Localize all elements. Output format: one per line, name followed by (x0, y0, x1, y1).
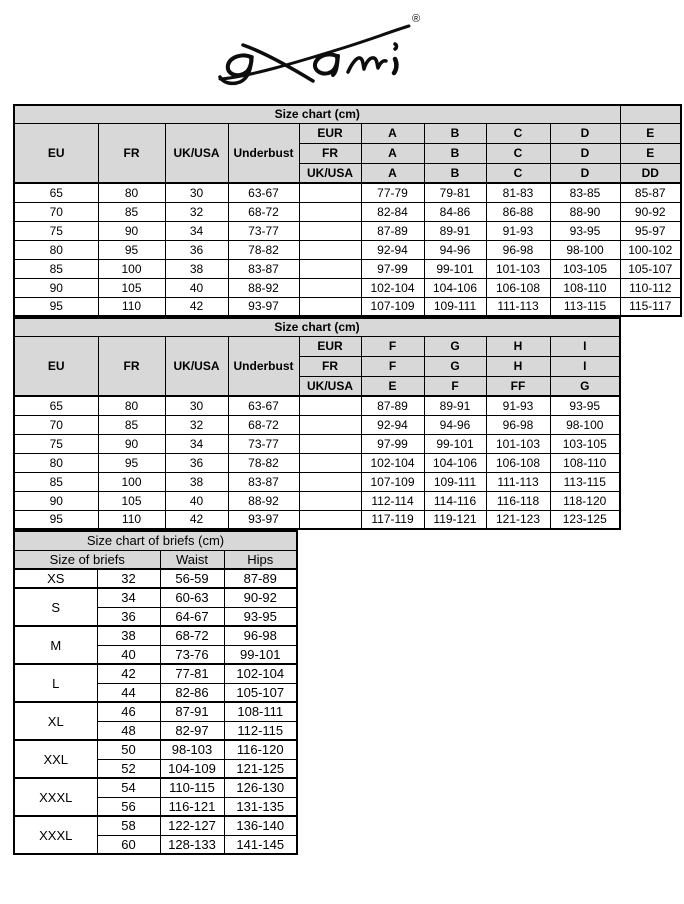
table-cell: 93-95 (550, 221, 620, 240)
cup-size: B (424, 143, 486, 163)
table-cell: 104-106 (424, 453, 486, 472)
table-cell: 36 (165, 240, 228, 259)
table-cell: 113-115 (550, 297, 620, 316)
table-cell: 56 (97, 797, 160, 816)
table-cell: 112-114 (361, 491, 424, 510)
table-cell: 60 (97, 835, 160, 854)
table-cell: 116-120 (224, 740, 297, 759)
table-cell (299, 434, 361, 453)
table-cell: 102-104 (361, 278, 424, 297)
cup-size: A (361, 123, 424, 143)
table-cell: 126-130 (224, 778, 297, 797)
cup-size: D (550, 163, 620, 183)
table-cell: 58 (97, 816, 160, 835)
table-cell: 93-95 (224, 607, 297, 626)
table-cell: 90-92 (224, 588, 297, 607)
table-cell: 78-82 (228, 453, 299, 472)
table-cell: 38 (97, 626, 160, 645)
table-cell: 83-85 (550, 183, 620, 202)
table-cell: 81-83 (486, 183, 550, 202)
cup-size: E (620, 123, 681, 143)
table-cell: 112-115 (224, 721, 297, 740)
table-cell (299, 240, 361, 259)
table-cell: 93-97 (228, 510, 299, 529)
table-title-row (14, 318, 620, 336)
table-cell: 109-111 (424, 472, 486, 491)
table-cell: 97-99 (361, 434, 424, 453)
table-cell: 38 (165, 259, 228, 278)
table-cell: 56-59 (160, 569, 224, 588)
table-row (14, 183, 681, 202)
table-cell: 108-110 (550, 453, 620, 472)
table-cell: 80 (14, 453, 98, 472)
col-header-size-of-briefs: Size of briefs (14, 550, 160, 569)
table-row (14, 415, 620, 434)
cup-size: C (486, 123, 550, 143)
table-cell: 34 (165, 221, 228, 240)
cup-size: FF (486, 376, 550, 396)
table-cell: 75 (14, 221, 98, 240)
cup-size: I (550, 336, 620, 356)
briefs-size-cell: L (14, 664, 97, 702)
table-row (14, 278, 681, 297)
table-cell: 109-111 (424, 297, 486, 316)
table-cell: 121-125 (224, 759, 297, 778)
table-cell: 52 (97, 759, 160, 778)
table-cell (299, 297, 361, 316)
table-cell: 103-105 (550, 259, 620, 278)
table-cell: 111-113 (486, 472, 550, 491)
table-row (14, 491, 620, 510)
table-row (14, 740, 297, 759)
logo-area (0, 0, 684, 104)
table-cell: 108-110 (550, 278, 620, 297)
table-cell: 93-95 (550, 396, 620, 415)
table-cell: 110-112 (620, 278, 681, 297)
table-cell: 84-86 (424, 202, 486, 221)
table-row (14, 626, 297, 645)
table-cell: 91-93 (486, 221, 550, 240)
table-cell: 85 (14, 472, 98, 491)
table-cell: 82-97 (160, 721, 224, 740)
table-row (14, 453, 620, 472)
table-cell: 90 (14, 278, 98, 297)
col-header-underbust: Underbust (228, 336, 299, 396)
table-row (14, 396, 620, 415)
table-cell: 118-120 (550, 491, 620, 510)
table-cell: 90-92 (620, 202, 681, 221)
table-cell: 68-72 (228, 202, 299, 221)
table-cell: 82-86 (160, 683, 224, 702)
table-cell: 92-94 (361, 415, 424, 434)
table-cell: 65 (14, 396, 98, 415)
cup-size: D (550, 143, 620, 163)
cup-size: F (424, 376, 486, 396)
table-cell (299, 278, 361, 297)
table-cell (299, 453, 361, 472)
table-cell: 68-72 (160, 626, 224, 645)
table-row (14, 816, 297, 835)
cup-size: B (424, 123, 486, 143)
table-cell: 85 (98, 202, 165, 221)
table-cell: 80 (98, 396, 165, 415)
table-cell: 36 (97, 607, 160, 626)
cup-system-label: FR (299, 143, 361, 163)
header-row (14, 336, 620, 356)
table-cell: 114-116 (424, 491, 486, 510)
cup-size: G (550, 376, 620, 396)
table-cell: 88-92 (228, 491, 299, 510)
table-cell: 113-115 (550, 472, 620, 491)
cup-size: I (550, 356, 620, 376)
bra-size-chart-2 (13, 317, 621, 530)
table-cell: 121-123 (486, 510, 550, 529)
table-cell: 99-101 (224, 645, 297, 664)
table-cell: 101-103 (486, 434, 550, 453)
table-cell: 131-135 (224, 797, 297, 816)
table-row (14, 702, 297, 721)
table-cell: 107-109 (361, 472, 424, 491)
table-cell: 95 (14, 297, 98, 316)
table-cell: 30 (165, 183, 228, 202)
table-cell: 87-91 (160, 702, 224, 721)
table-cell: 48 (97, 721, 160, 740)
table-cell: 106-108 (486, 278, 550, 297)
header-row (14, 550, 297, 569)
table-cell: 94-96 (424, 415, 486, 434)
table-cell: 77-81 (160, 664, 224, 683)
table-row (14, 472, 620, 491)
table-cell: 97-99 (361, 259, 424, 278)
table-cell: 85-87 (620, 183, 681, 202)
table-cell: 101-103 (486, 259, 550, 278)
col-header-ukusa: UK/USA (165, 336, 228, 396)
table-row (14, 510, 620, 529)
table-cell: 116-118 (486, 491, 550, 510)
table-cell: 92-94 (361, 240, 424, 259)
table-cell: 95 (14, 510, 98, 529)
table-cell (299, 202, 361, 221)
cup-size: H (486, 356, 550, 376)
table-row (14, 664, 297, 683)
table-cell: 110 (98, 510, 165, 529)
table-row (14, 569, 297, 588)
table-row (14, 434, 620, 453)
table-cell (299, 510, 361, 529)
table-cell: 90 (14, 491, 98, 510)
cup-size: DD (620, 163, 681, 183)
table-cell: 100 (98, 259, 165, 278)
table-cell: 34 (165, 434, 228, 453)
table-cell: 70 (14, 202, 98, 221)
table-cell (299, 396, 361, 415)
table-cell: 93-97 (228, 297, 299, 316)
table-cell: 63-67 (228, 396, 299, 415)
table-cell: 108-111 (224, 702, 297, 721)
col-header-eu: EU (14, 336, 98, 396)
table-cell: 68-72 (228, 415, 299, 434)
col-header-eu: EU (14, 123, 98, 183)
table-cell (299, 415, 361, 434)
table-cell: 96-98 (486, 415, 550, 434)
cup-size: D (550, 123, 620, 143)
cup-size: H (486, 336, 550, 356)
table-cell: 89-91 (424, 221, 486, 240)
table-cell: 90 (98, 221, 165, 240)
cup-size: F (361, 356, 424, 376)
table-row (14, 221, 681, 240)
table-cell: 100-102 (620, 240, 681, 259)
table-cell (299, 491, 361, 510)
table-cell: 38 (165, 472, 228, 491)
table-cell: 95 (98, 240, 165, 259)
table-cell: 104-109 (160, 759, 224, 778)
table-cell: 105 (98, 491, 165, 510)
table-cell: 88-90 (550, 202, 620, 221)
table-cell: 119-121 (424, 510, 486, 529)
table-cell: 87-89 (224, 569, 297, 588)
briefs-size-cell: XXXL (14, 778, 97, 816)
axami-logo (218, 15, 433, 95)
table-cell: 80 (14, 240, 98, 259)
table-cell: 96-98 (224, 626, 297, 645)
cup-size: A (361, 163, 424, 183)
table-cell: 89-91 (424, 396, 486, 415)
cup-size: E (361, 376, 424, 396)
cup-size: E (620, 143, 681, 163)
corner-cell (620, 105, 681, 123)
table-cell (299, 221, 361, 240)
briefs-size-chart (13, 530, 298, 855)
table-cell: 122-127 (160, 816, 224, 835)
table-title-row (14, 105, 681, 123)
table-row (14, 259, 681, 278)
table-cell: 98-103 (160, 740, 224, 759)
cup-system-label: EUR (299, 336, 361, 356)
chart-title: Size chart (cm) (14, 105, 620, 123)
table-row (14, 588, 297, 607)
cup-size: B (424, 163, 486, 183)
table-cell: 116-121 (160, 797, 224, 816)
table-cell: 98-100 (550, 240, 620, 259)
table-cell: 42 (165, 510, 228, 529)
table-cell: 96-98 (486, 240, 550, 259)
table-cell: 100 (98, 472, 165, 491)
table-cell: 42 (165, 297, 228, 316)
table-cell: 105-107 (224, 683, 297, 702)
table-cell: 141-145 (224, 835, 297, 854)
cup-system-label: UK/USA (299, 163, 361, 183)
table-cell: 90 (98, 434, 165, 453)
table-cell: 123-125 (550, 510, 620, 529)
table-cell: 65 (14, 183, 98, 202)
col-header-hips: Hips (224, 550, 297, 569)
briefs-size-cell: XXXL (14, 816, 97, 854)
col-header-waist: Waist (160, 550, 224, 569)
cup-size: G (424, 336, 486, 356)
table-cell: 40 (97, 645, 160, 664)
table-cell: 32 (97, 569, 160, 588)
table-cell: 70 (14, 415, 98, 434)
table-cell: 40 (165, 278, 228, 297)
table-row (14, 240, 681, 259)
table-cell: 107-109 (361, 297, 424, 316)
cup-size: C (486, 163, 550, 183)
table-cell: 87-89 (361, 396, 424, 415)
col-header-fr: FR (98, 123, 165, 183)
table-cell: 95 (98, 453, 165, 472)
table-cell: 87-89 (361, 221, 424, 240)
table-cell: 83-87 (228, 259, 299, 278)
table-cell: 83-87 (228, 472, 299, 491)
table-cell: 34 (97, 588, 160, 607)
table-cell: 36 (165, 453, 228, 472)
table-cell: 30 (165, 396, 228, 415)
table-cell: 91-93 (486, 396, 550, 415)
table-cell: 85 (98, 415, 165, 434)
table-cell: 99-101 (424, 259, 486, 278)
briefs-size-cell: S (14, 588, 97, 626)
briefs-size-cell: XXL (14, 740, 97, 778)
table-cell (299, 472, 361, 491)
table-row (14, 778, 297, 797)
table-cell: 77-79 (361, 183, 424, 202)
col-header-ukusa: UK/USA (165, 123, 228, 183)
table-cell: 136-140 (224, 816, 297, 835)
table-cell: 98-100 (550, 415, 620, 434)
table-cell: 80 (98, 183, 165, 202)
table-cell: 50 (97, 740, 160, 759)
cup-system-label: FR (299, 356, 361, 376)
table-title-row (14, 531, 297, 550)
table-cell: 40 (165, 491, 228, 510)
cup-system-label: UK/USA (299, 376, 361, 396)
table-cell: 44 (97, 683, 160, 702)
table-cell: 110 (98, 297, 165, 316)
table-cell: 75 (14, 434, 98, 453)
col-header-underbust: Underbust (228, 123, 299, 183)
table-cell: 115-117 (620, 297, 681, 316)
table-cell: 106-108 (486, 453, 550, 472)
table-cell: 128-133 (160, 835, 224, 854)
table-cell: 32 (165, 202, 228, 221)
table-cell: 102-104 (224, 664, 297, 683)
cup-size: A (361, 143, 424, 163)
registered-trademark-icon: ® (412, 13, 421, 25)
bra-size-chart-1 (13, 104, 682, 317)
table-cell: 63-67 (228, 183, 299, 202)
table-cell: 110-115 (160, 778, 224, 797)
table-cell (299, 259, 361, 278)
table-cell: 105-107 (620, 259, 681, 278)
header-row (14, 123, 681, 143)
table-cell: 82-84 (361, 202, 424, 221)
cup-size: F (361, 336, 424, 356)
table-cell: 99-101 (424, 434, 486, 453)
table-cell: 54 (97, 778, 160, 797)
table-row (14, 297, 681, 316)
table-cell: 85 (14, 259, 98, 278)
briefs-size-cell: XL (14, 702, 97, 740)
table-cell: 79-81 (424, 183, 486, 202)
cup-size: G (424, 356, 486, 376)
briefs-size-cell: M (14, 626, 97, 664)
table-cell (299, 183, 361, 202)
col-header-fr: FR (98, 336, 165, 396)
table-cell: 104-106 (424, 278, 486, 297)
table-row (14, 202, 681, 221)
table-cell: 86-88 (486, 202, 550, 221)
chart-title: Size chart of briefs (cm) (14, 531, 297, 550)
table-cell: 73-77 (228, 221, 299, 240)
table-cell: 94-96 (424, 240, 486, 259)
table-cell: 73-77 (228, 434, 299, 453)
table-cell: 88-92 (228, 278, 299, 297)
table-cell: 102-104 (361, 453, 424, 472)
table-cell: 111-113 (486, 297, 550, 316)
cup-size: C (486, 143, 550, 163)
table-cell: 103-105 (550, 434, 620, 453)
table-cell: 64-67 (160, 607, 224, 626)
table-cell: 95-97 (620, 221, 681, 240)
table-cell: 46 (97, 702, 160, 721)
table-cell: 105 (98, 278, 165, 297)
table-cell: 78-82 (228, 240, 299, 259)
table-cell: 32 (165, 415, 228, 434)
cup-system-label: EUR (299, 123, 361, 143)
briefs-size-cell: XS (14, 569, 97, 588)
table-cell: 117-119 (361, 510, 424, 529)
table-cell: 73-76 (160, 645, 224, 664)
table-cell: 42 (97, 664, 160, 683)
table-cell: 60-63 (160, 588, 224, 607)
chart-title: Size chart (cm) (14, 318, 620, 336)
